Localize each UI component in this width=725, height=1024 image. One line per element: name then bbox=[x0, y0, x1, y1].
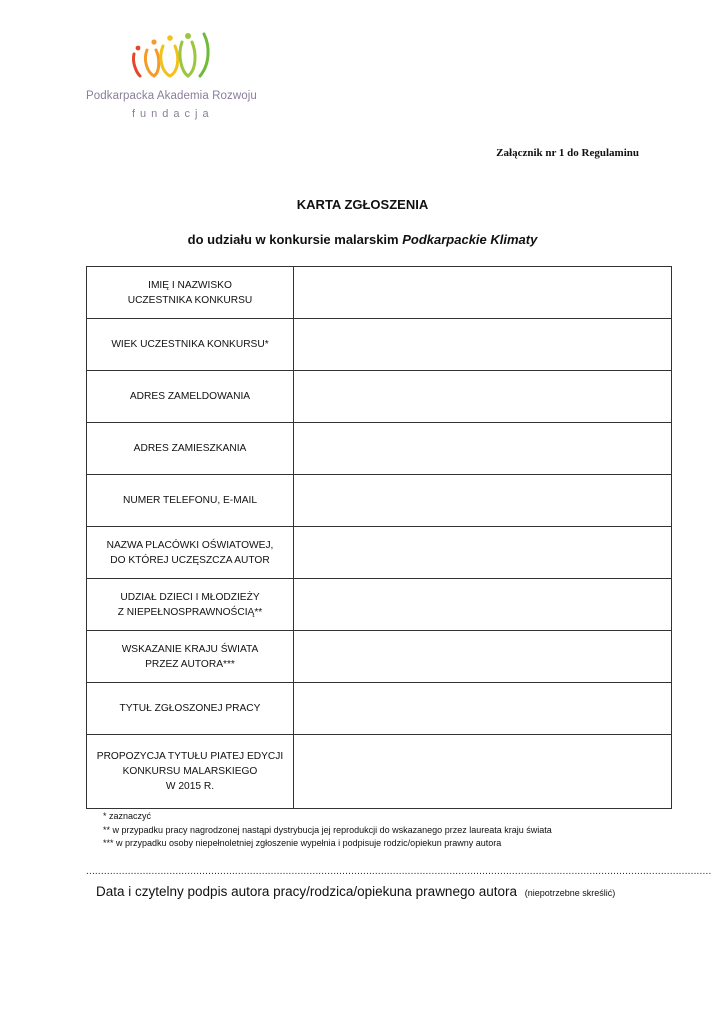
field-value-registered-address[interactable] bbox=[294, 371, 672, 423]
form-row bbox=[87, 475, 672, 527]
field-value-age[interactable] bbox=[294, 319, 672, 371]
footnote: ** w przypadku pracy nagrodzonej nastąpi dystrybucja jej reprodukcji do wskazanego przez laureata kraju świata bbox=[103, 824, 552, 835]
form-row bbox=[87, 527, 672, 579]
field-value-work-title[interactable] bbox=[294, 683, 672, 735]
field-label: IMIĘ I NAZWISKO UCZESTNIKA KONKURSU bbox=[87, 267, 294, 319]
field-label: ADRES ZAMELDOWANIA bbox=[87, 371, 294, 423]
field-value-residence-address[interactable] bbox=[294, 423, 672, 475]
footnotes bbox=[103, 810, 552, 851]
field-label: UDZIAŁ DZIECI I MŁODZIEŻY Z NIEPEŁNOSPRAWNOŚCIĄ** bbox=[87, 579, 294, 631]
field-value-disability[interactable] bbox=[294, 579, 672, 631]
form-row bbox=[87, 683, 672, 735]
form-title: KARTA ZGŁOSZENIA bbox=[296, 197, 429, 212]
application-form-table bbox=[86, 266, 672, 809]
logo bbox=[86, 32, 286, 124]
field-value-next-edition-title[interactable] bbox=[294, 735, 672, 809]
form-row bbox=[87, 319, 672, 371]
subtitle-prefix: do udziału w konkursie malarskim bbox=[187, 232, 403, 247]
form-row bbox=[87, 579, 672, 631]
signature-caption bbox=[96, 884, 615, 899]
field-value-country[interactable] bbox=[294, 631, 672, 683]
form-row bbox=[87, 267, 672, 319]
contest-name: Podkarpackie Klimaty bbox=[402, 232, 538, 247]
form-row bbox=[87, 735, 672, 809]
footnote: * zaznaczyć bbox=[103, 811, 152, 821]
logo-name: Podkarpacka Akademia Rozwoju bbox=[86, 90, 257, 102]
signature-note: (niepotrzebne skreślić) bbox=[524, 888, 616, 898]
field-label: WIEK UCZESTNIKA KONKURSU* bbox=[87, 319, 294, 371]
field-label: TYTUŁ ZGŁOSZONEJ PRACY bbox=[87, 683, 294, 735]
signature-dotted-line[interactable]: .................................................................................................................................................................................................................. bbox=[86, 866, 712, 877]
field-value-phone-email[interactable] bbox=[294, 475, 672, 527]
field-label: ADRES ZAMIESZKANIA bbox=[87, 423, 294, 475]
form-subtitle bbox=[0, 232, 725, 247]
field-label: NUMER TELEFONU, E-MAIL bbox=[87, 475, 294, 527]
field-label: WSKAZANIE KRAJU ŚWIATA PRZEZ AUTORA*** bbox=[87, 631, 294, 683]
field-label: PROPOZYCJA TYTUŁU PIATEJ EDYCJI KONKURSU MALARSKIEGO W 2015 R. bbox=[87, 735, 294, 809]
form-row bbox=[87, 371, 672, 423]
logo-figures-icon bbox=[130, 32, 214, 80]
signature-label: Data i czytelny podpis autora pracy/rodzica/opiekuna prawnego autora bbox=[96, 884, 517, 899]
field-value-school[interactable] bbox=[294, 527, 672, 579]
field-value-name[interactable] bbox=[294, 267, 672, 319]
logo-subtitle: fundacja bbox=[132, 108, 214, 120]
field-label: NAZWA PLACÓWKI OŚWIATOWEJ, DO KTÓREJ UCZĘSZCZA AUTOR bbox=[87, 527, 294, 579]
annex-label: Załącznik nr 1 do Regulaminu bbox=[496, 147, 639, 159]
footnote: *** w przypadku osoby niepełnoletniej zgłoszenie wypełnia i podpisuje rodzic/opiekun prawny autora bbox=[103, 838, 502, 848]
form-row bbox=[87, 631, 672, 683]
form-row bbox=[87, 423, 672, 475]
